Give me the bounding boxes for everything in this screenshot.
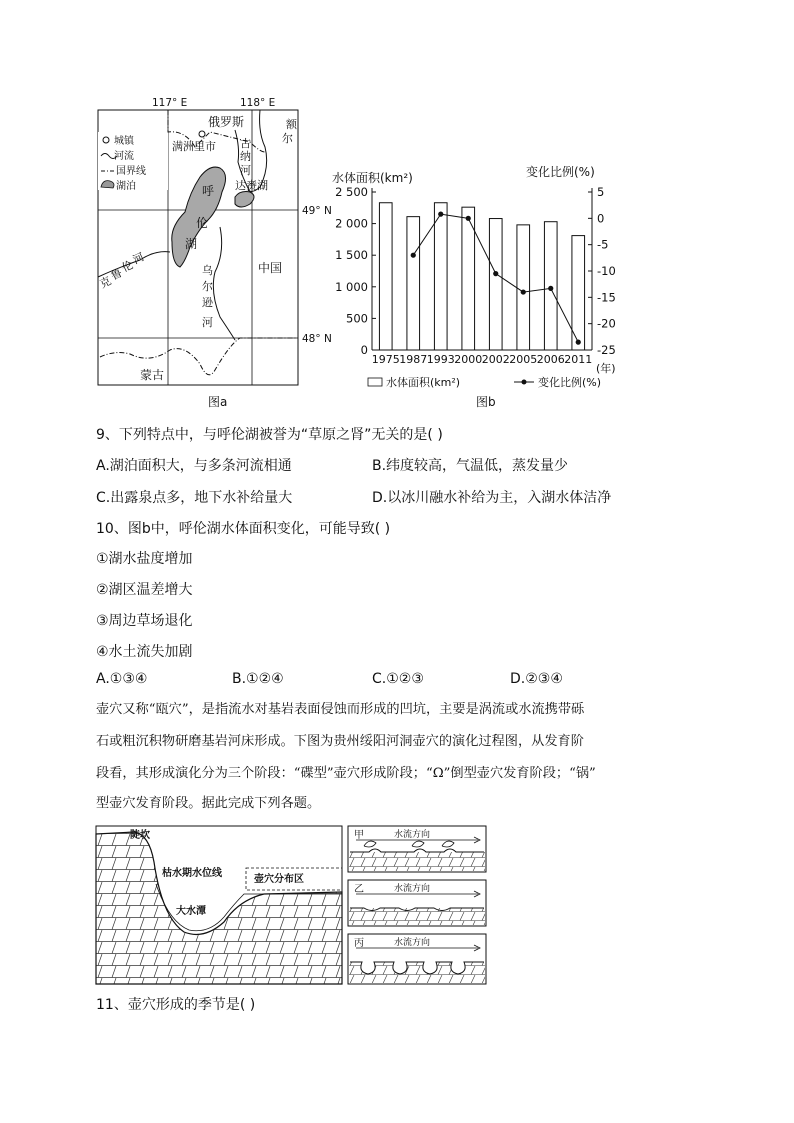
figure-b-chart [326, 160, 626, 412]
label-low-water: 枯水期水位线 [162, 868, 222, 879]
passage-line-4: 型壶穴发育阶段。据此完成下列各题。 [96, 796, 321, 811]
figure-b-caption: 图b [476, 395, 496, 409]
chart-bar [379, 203, 392, 350]
label-jia: 甲 [354, 830, 364, 841]
chart-left-tick-label: 1 500 [335, 248, 368, 263]
q11-stem: 11、壶穴形成的季节是( ) [96, 997, 256, 1013]
q10-option-d[interactable]: D.②③④ [510, 671, 563, 687]
label-pothole-area: 壶穴分布区 [254, 874, 304, 885]
label-gu: 古 [240, 137, 251, 150]
chart-x-tick-label: 2006 [536, 353, 565, 366]
label-er: 尔 [202, 280, 213, 293]
q9-option-a[interactable]: A.湖泊面积大，与多条河流相通 [96, 458, 292, 474]
stage-bing-panel [348, 934, 486, 984]
map-legend [98, 132, 168, 192]
chart-bar [462, 207, 475, 350]
lat-48-label: 48° N [302, 333, 332, 345]
chart-right-tick-label: 0 [597, 211, 605, 226]
q10-item-4: ④水土流失加剧 [96, 644, 193, 660]
label-he2: 河 [202, 316, 213, 329]
chart-left-tick-label: 0 [360, 343, 368, 357]
chart-left-axis-title: 水体面积(km²) [332, 171, 413, 185]
label-wu: 乌 [202, 264, 213, 277]
label-russia: 俄罗斯 [208, 115, 245, 129]
chart-x-tick-label: 2000 [454, 353, 483, 366]
label-na: 纳 [240, 150, 251, 163]
lon-117-label: 117° E [152, 97, 188, 109]
figure-a-caption: 图a [208, 395, 228, 409]
chart-line-point [548, 286, 553, 291]
dalai-lake [235, 192, 254, 207]
label-manzhouli: 满洲里市 [172, 140, 216, 153]
chart-right-tick-label: -15 [597, 290, 616, 305]
legend-bar-swatch [368, 378, 382, 386]
label-bing: 丙 [354, 938, 364, 949]
legend-line-marker [522, 380, 527, 385]
q10-option-a[interactable]: A.①③④ [96, 671, 148, 687]
label-mongolia: 蒙古 [140, 368, 165, 382]
chart-bar [489, 219, 502, 350]
q9-option-c[interactable]: C.出露泉点多，地下水补给量大 [96, 490, 293, 506]
town-symbol-icon [103, 137, 109, 143]
chart-left-tick-label: 2 000 [335, 216, 368, 231]
chart-line-point [576, 340, 581, 345]
chart-bar [407, 217, 420, 350]
label-yi: 乙 [354, 884, 364, 895]
chart-left-tick-label: 1 000 [335, 279, 368, 294]
legend-line-label: 变化比例(%) [538, 376, 602, 389]
legend-bar-label: 水体面积(km²) [386, 376, 461, 389]
chart-right-axis-title: 变化比例(%) [526, 165, 595, 179]
stage-yi-panel [348, 880, 486, 926]
chart-x-unit: (年) [596, 362, 616, 375]
label-kerulen-2: 鲁 [108, 266, 125, 283]
passage-line-3: 段看，其形成演化分为三个阶段：“碟型”壶穴形成阶段；“Ω”倒型壶穴发育阶段；“锅” [96, 766, 596, 781]
label-flow-yi: 水流方向 [394, 884, 431, 894]
q10-option-b[interactable]: B.①②④ [232, 671, 284, 687]
label-hu: 呼 [202, 184, 215, 198]
figure-c-pothole-diagram [94, 822, 494, 988]
river-orshun [213, 227, 235, 340]
figure-a-map [90, 92, 350, 412]
lon-118-label: 118° E [240, 97, 276, 109]
manzhouli-town-icon [199, 131, 205, 137]
label-china: 中国 [258, 261, 283, 275]
chart-bar [517, 225, 530, 350]
legend-river: 河流 [114, 151, 134, 162]
chart-line-point [466, 216, 471, 221]
q10-option-c[interactable]: C.①②③ [372, 671, 424, 687]
q10-item-3: ③周边草场退化 [96, 613, 193, 629]
chart-right-tick-label: -5 [597, 237, 609, 252]
chart-x-tick-label: 1987 [399, 353, 428, 366]
q9-option-d[interactable]: D.以冰川融水补给为主，入湖水体洁净 [372, 490, 612, 506]
q9-option-b[interactable]: B.纬度较高，气温低，蒸发量少 [372, 458, 569, 474]
chart-right-tick-label: -10 [597, 264, 616, 278]
chart-x-tick-label: 1975 [371, 353, 400, 366]
chart-right-tick-label: 5 [597, 185, 605, 199]
label-e2: 尔 [282, 132, 293, 145]
label-doukan: 陡坎 [130, 830, 150, 841]
chart-left-tick-label: 500 [346, 311, 368, 326]
label-hu2: 湖 [185, 237, 198, 251]
chart-x-tick-label: 2002 [481, 353, 510, 366]
label-he1: 河 [240, 164, 251, 177]
passage-line-1: 壶穴又称“瓯穴”，是指流水对基岩表面侵蚀而形成的凹坑，主要是涡流或水流携带砾 [96, 702, 585, 717]
chart-left-tick-label: 2 500 [335, 185, 368, 199]
border-mongolia [100, 338, 298, 375]
stage-jia-panel [348, 826, 486, 872]
chart-line-point [438, 212, 443, 217]
label-xun: 逊 [202, 296, 213, 309]
label-dalai: 达赉湖 [235, 179, 268, 192]
label-kerulen-1: 克 [97, 274, 114, 291]
passage-line-2: 石或粗沉积物研磨基岩河床形成。下图为贵州绥阳河洞壶穴的演化过程图，从发育阶 [96, 734, 584, 749]
chart-right-tick-label: -25 [597, 343, 616, 357]
chart-line-point [521, 289, 526, 294]
label-flow-bing: 水流方向 [394, 938, 431, 948]
chart-line-point [493, 271, 498, 276]
chart-bar [434, 203, 447, 350]
chart-x-tick-label: 1993 [426, 353, 455, 366]
label-big-pool: 大水潭 [176, 906, 206, 917]
chart-x-tick-label: 2005 [509, 353, 538, 366]
chart-x-tick-label: 2011 [564, 353, 593, 366]
q9-stem: 9、下列特点中，与呼伦湖被誉为“草原之肾”无关的是( ) [96, 427, 443, 443]
chart-right-tick-label: -20 [597, 316, 616, 331]
legend-town: 城镇 [114, 136, 134, 147]
label-kerulen-3: 伦 [119, 258, 136, 275]
label-e1: 额 [286, 118, 297, 131]
q10-item-1: ①湖水盐度增加 [96, 551, 193, 567]
q10-item-2: ②湖区温差增大 [96, 582, 193, 598]
q10-stem: 10、图b中，呼伦湖水体面积变化，可能导致( ) [96, 521, 391, 537]
label-lun: 伦 [196, 216, 209, 230]
lat-49-label: 49° N [302, 205, 332, 217]
legend-border: 国界线 [116, 166, 146, 177]
legend-lake: 湖泊 [116, 181, 136, 192]
chart-line-point [411, 253, 416, 258]
label-kerulen-4: 河 [130, 250, 147, 267]
label-flow-jia: 水流方向 [394, 830, 431, 840]
